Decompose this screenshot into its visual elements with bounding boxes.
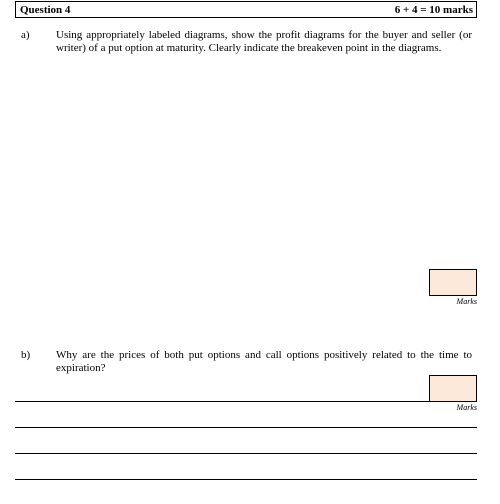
answer-line[interactable] <box>15 401 429 402</box>
question-marks: 6 + 4 = 10 marks <box>394 3 473 16</box>
part-b-marks-label: Marks <box>456 403 477 412</box>
part-a-marks-label: Marks <box>456 297 477 306</box>
answer-line[interactable] <box>15 479 477 480</box>
answer-line[interactable] <box>15 427 477 428</box>
part-a-marks-box[interactable] <box>429 269 477 296</box>
question-header <box>15 1 477 18</box>
part-b-marks-box[interactable] <box>429 375 477 402</box>
part-a-text: Using appropriately labeled diagrams, show the profit diagrams for the buyer and seller (or writer) of a put option at maturity. Clearly indicate the breakeven point in the diagrams. <box>56 29 472 54</box>
part-a-label: a) <box>21 29 30 41</box>
answer-line[interactable] <box>15 453 477 454</box>
part-b-label: b) <box>21 349 31 361</box>
part-b-text: Why are the prices of both put options and call options positively related to the time to expiration? <box>56 349 472 374</box>
question-title: Question 4 <box>20 3 71 16</box>
